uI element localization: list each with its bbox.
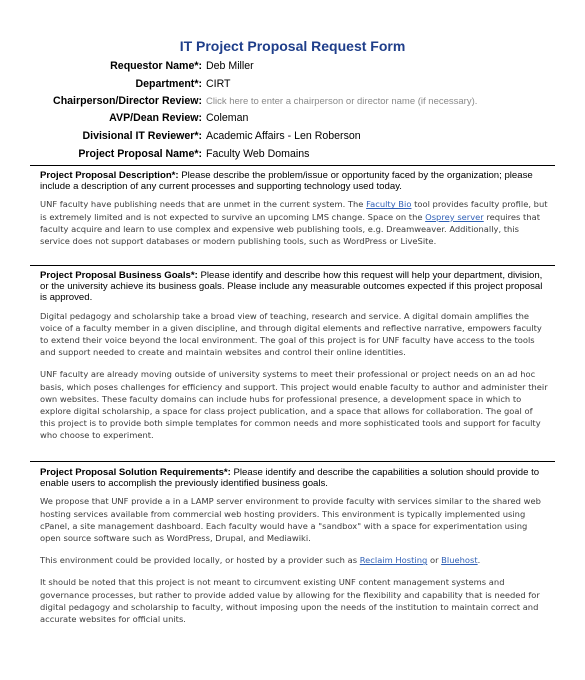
requirements-section (40, 467, 550, 625)
section-divider (30, 461, 555, 462)
goals-answer-p1[interactable]: Digital pedagogy and scholarship take a broad view of teaching, research and service. A digital domain amplifies the voice of a faculty member in a given discipline, and through digital elements and reflective narrative, empowers faculty to extend their voice beyond the local environment. The goal of this project is for UNF faculty have access to the tools and support needed to create and maintain websites and control their online identities. (40, 310, 542, 358)
bluehost-link[interactable]: Bluehost (441, 555, 478, 566)
section-divider (30, 165, 555, 166)
answer-text: UNF faculty have publishing needs that are unmet in the current system. The (40, 199, 367, 210)
requestor-label: Requestor Name*: (110, 60, 202, 72)
chair-field[interactable]: Click here to enter a chairperson or director name (if necessary). (206, 96, 478, 107)
goals-heading: Project Proposal Business Goals*: (40, 270, 198, 281)
answer-text: or (427, 555, 442, 566)
description-heading: Project Proposal Description*: (40, 170, 179, 181)
description-section (40, 170, 550, 247)
section-divider (30, 265, 555, 266)
description-answer[interactable] (40, 198, 550, 247)
proposal-name-label: Project Proposal Name*: (78, 148, 202, 160)
avp-label: AVP/Dean Review: (109, 112, 202, 124)
requirements-prompt (40, 467, 550, 489)
divisional-field[interactable]: Academic Affairs - Len Roberson (206, 130, 361, 142)
requirements-answer-p3[interactable]: It should be noted that this project is not meant to circumvent existing UNF content management systems and governance processes, but rather to provide added value by allowing for the flexibility and capability that is needed for digital pedagogy and scholarship to faculty, without imposing upon the needs of the institution to maintain correct and accurate websites for official units. (40, 577, 540, 625)
description-prompt (40, 170, 550, 192)
requirements-answer-p1[interactable]: We propose that UNF provide a in a LAMP server environment to provide faculty with services similar to the shared web hosting services available from commercial web hosting providers. This environment is typically implemented using cPanel, a site management dashboard. Each faculty would have a "sandbox" with a space for experimentation using open source software such as WordPress, Drupal, and Mediawiki. (40, 496, 541, 544)
requirements-heading: Project Proposal Solution Requirements*: (40, 467, 231, 478)
answer-text: This environment could be provided locally, or hosted by a provider such as (40, 555, 360, 566)
goals-prompt (40, 270, 550, 304)
proposal-name-field[interactable]: Faculty Web Domains (206, 148, 310, 160)
avp-field[interactable]: Coleman (206, 112, 249, 124)
faculty-bio-link[interactable]: Faculty Bio (366, 199, 412, 210)
goals-answer-p2[interactable]: UNF faculty are already moving outside of university systems to meet their professional or project needs on an ad hoc basis, which poses challenges for efficiency and support. This project would enable faculty to author and administer their own websites. These faculty domains can include hubs for professional presence, a development space in which to explore digital scholarship, a space for class project publication, and a space that allows for collaboration. The goal of this project is to provide both simple templates for common needs and more sophisticated tools and support for faculty who choose to experiment. (40, 369, 548, 441)
goals-section (40, 270, 550, 442)
divisional-label: Divisional IT Reviewer*: (82, 130, 202, 142)
reclaim-hosting-link[interactable]: Reclaim Hosting (359, 555, 428, 566)
answer-text: requires that faculty acquire and learn to use complex and expensive web publishing tools, e.g. Dreamweaver. Additionally, this service does not support databases or modern publishing tools, such as WordPress or LiveSite. (40, 211, 540, 247)
requirements-answer-p2[interactable] (40, 554, 550, 566)
proposal-name-row (0, 148, 585, 164)
chair-row (0, 95, 585, 111)
department-row (0, 78, 585, 94)
description-prompt-text: Please describe the problem/issue or opportunity faced by the organization; please include a description of any current processes and supporting technology used today. (40, 170, 533, 193)
osprey-server-link[interactable]: Osprey server (425, 211, 484, 222)
department-label: Department*: (135, 78, 202, 90)
requestor-field[interactable]: Deb Miller (206, 60, 254, 72)
requestor-row (0, 60, 585, 76)
requirements-prompt-text: Please identify and describe the capabilities a solution should provide to enable users to accomplish the previously identified business goals. (40, 467, 540, 490)
avp-row (0, 112, 585, 128)
answer-text: tool provides faculty profile, but is extremely limited and is not expected to survive an upcoming LMS change. Space on the (40, 199, 548, 222)
answer-text: . (477, 555, 481, 566)
divisional-row (0, 130, 585, 146)
chair-label: Chairperson/Director Review: (53, 95, 202, 107)
goals-prompt-text: Please identify and describe how this request will help your department, division, or the university achieve its business goals. Please include any measurable outcomes expected if this project proposal is approved. (40, 270, 543, 304)
department-field[interactable]: CIRT (206, 78, 231, 90)
form-title: IT Project Proposal Request Form (179, 38, 406, 54)
